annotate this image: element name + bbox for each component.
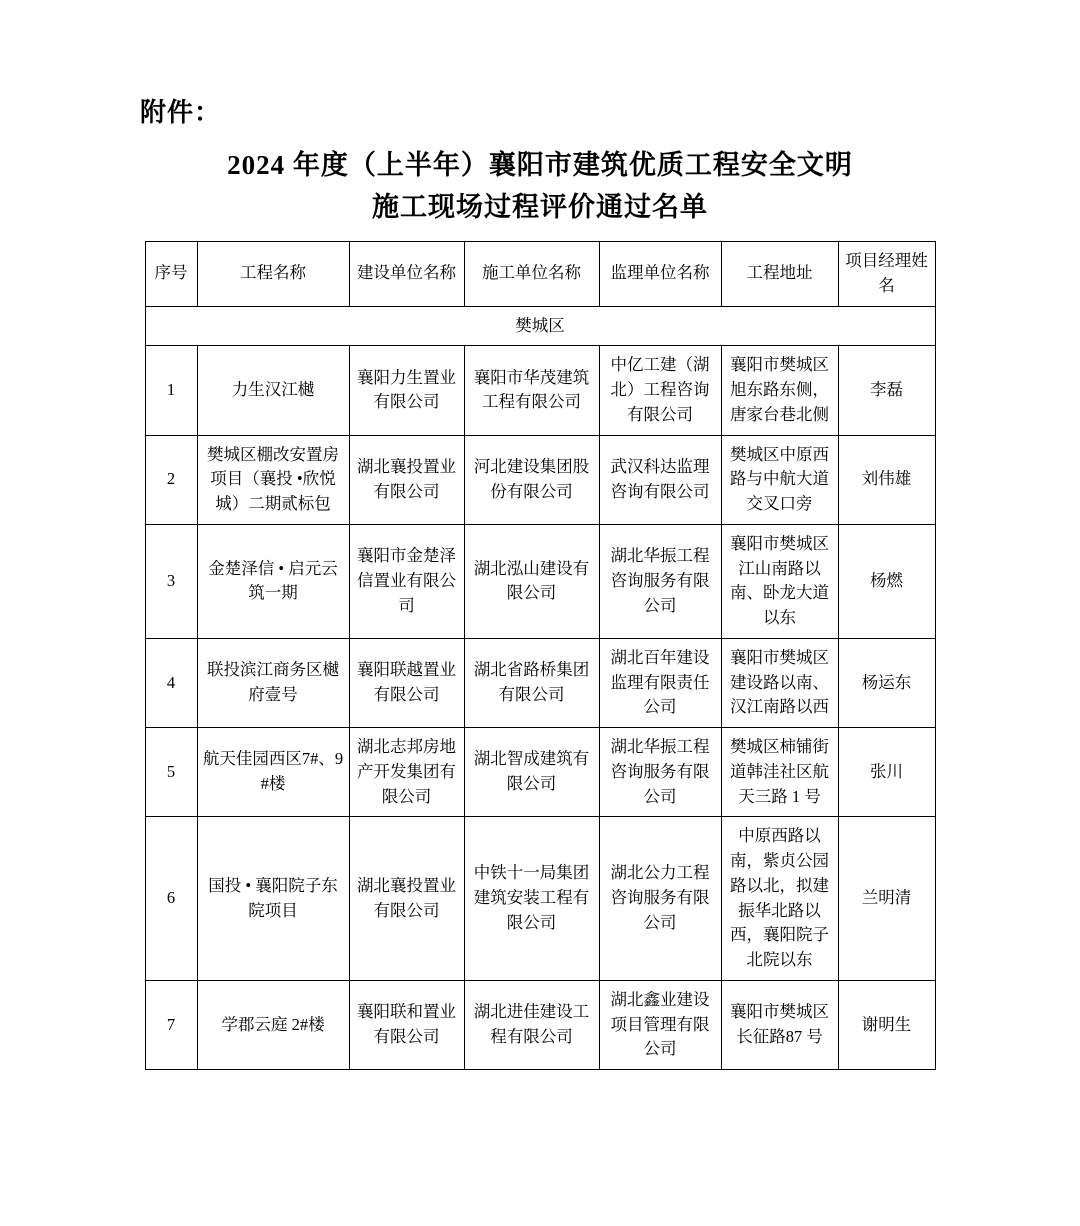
cell-project: 金楚泽信 • 启元云筑一期 (197, 524, 349, 638)
cell-manager: 兰明清 (838, 817, 935, 981)
cell-supervisor: 湖北公力工程咨询服务有限公司 (599, 817, 721, 981)
column-header-address: 工程地址 (721, 242, 838, 307)
cell-address: 中原西路以南，紫贞公园路以北，拟建振华北路以西，襄阳院子北院以东 (721, 817, 838, 981)
cell-supervisor: 湖北百年建设监理有限责任公司 (599, 638, 721, 727)
cell-manager: 李磊 (838, 346, 935, 435)
cell-supervisor: 湖北华振工程咨询服务有限公司 (599, 524, 721, 638)
cell-address: 樊城区中原西路与中航大道交叉口旁 (721, 435, 838, 524)
table-row (145, 346, 935, 435)
cell-project: 樊城区棚改安置房项目（襄投 •欣悦城）二期贰标包 (197, 435, 349, 524)
cell-no: 6 (145, 817, 197, 981)
cell-builder: 襄阳力生置业有限公司 (349, 346, 464, 435)
table-row (145, 817, 935, 981)
cell-constructor: 中铁十一局集团建筑安装工程有限公司 (464, 817, 599, 981)
section-title: 樊城区 (145, 306, 935, 346)
cell-builder: 襄阳市金楚泽信置业有限公司 (349, 524, 464, 638)
cell-constructor: 湖北省路桥集团有限公司 (464, 638, 599, 727)
cell-manager: 张川 (838, 728, 935, 817)
column-header-supervisor: 监理单位名称 (599, 242, 721, 307)
cell-no: 3 (145, 524, 197, 638)
cell-project: 力生汉江樾 (197, 346, 349, 435)
cell-no: 1 (145, 346, 197, 435)
cell-no: 2 (145, 435, 197, 524)
cell-supervisor: 湖北鑫业建设项目管理有限公司 (599, 980, 721, 1069)
cell-no: 7 (145, 980, 197, 1069)
table-row (145, 524, 935, 638)
cell-builder: 湖北襄投置业有限公司 (349, 435, 464, 524)
cell-project: 航天佳园西区7#、9#楼 (197, 728, 349, 817)
cell-manager: 刘伟雄 (838, 435, 935, 524)
cell-manager: 杨运东 (838, 638, 935, 727)
table-row (145, 638, 935, 727)
cell-project: 联投滨江商务区樾府壹号 (197, 638, 349, 727)
cell-manager: 杨燃 (838, 524, 935, 638)
cell-constructor: 湖北泓山建设有限公司 (464, 524, 599, 638)
cell-manager: 谢明生 (838, 980, 935, 1069)
cell-builder: 襄阳联越置业有限公司 (349, 638, 464, 727)
project-list-table (145, 241, 936, 1070)
cell-builder: 湖北襄投置业有限公司 (349, 817, 464, 981)
cell-address: 樊城区柿铺街道韩洼社区航天三路 1 号 (721, 728, 838, 817)
column-header-constructor: 施工单位名称 (464, 242, 599, 307)
cell-builder: 襄阳联和置业有限公司 (349, 980, 464, 1069)
cell-constructor: 襄阳市华茂建筑工程有限公司 (464, 346, 599, 435)
table-header (145, 242, 935, 307)
table-body (145, 306, 935, 1070)
table-header-row (145, 242, 935, 307)
title-line-1: 2024 年度（上半年）襄阳市建筑优质工程安全文明 (227, 150, 853, 181)
cell-project: 学郡云庭 2#楼 (197, 980, 349, 1069)
cell-builder: 湖北志邦房地产开发集团有限公司 (349, 728, 464, 817)
section-header-row (145, 306, 935, 346)
cell-project: 国投 • 襄阳院子东院项目 (197, 817, 349, 981)
cell-no: 4 (145, 638, 197, 727)
cell-supervisor: 中亿工建（湖北）工程咨询有限公司 (599, 346, 721, 435)
column-header-no: 序号 (145, 242, 197, 307)
cell-address: 襄阳市樊城区江山南路以南、卧龙大道以东 (721, 524, 838, 638)
cell-supervisor: 湖北华振工程咨询服务有限公司 (599, 728, 721, 817)
table-row (145, 435, 935, 524)
column-header-project: 工程名称 (197, 242, 349, 307)
title-line-2: 施工现场过程评价通过名单 (372, 192, 708, 223)
table-row (145, 728, 935, 817)
cell-no: 5 (145, 728, 197, 817)
column-header-manager: 项目经理姓名 (838, 242, 935, 307)
table-row (145, 980, 935, 1069)
cell-address: 襄阳市樊城区旭东路东侧，唐家台巷北侧 (721, 346, 838, 435)
column-header-builder: 建设单位名称 (349, 242, 464, 307)
attachment-label: 附件： (140, 98, 222, 127)
cell-address: 襄阳市樊城区长征路87 号 (721, 980, 838, 1069)
cell-supervisor: 武汉科达监理咨询有限公司 (599, 435, 721, 524)
cell-constructor: 河北建设集团股份有限公司 (464, 435, 599, 524)
cell-constructor: 湖北智成建筑有限公司 (464, 728, 599, 817)
cell-constructor: 湖北进佳建设工程有限公司 (464, 980, 599, 1069)
page-title (140, 145, 940, 229)
cell-address: 襄阳市樊城区建设路以南、汉江南路以西 (721, 638, 838, 727)
